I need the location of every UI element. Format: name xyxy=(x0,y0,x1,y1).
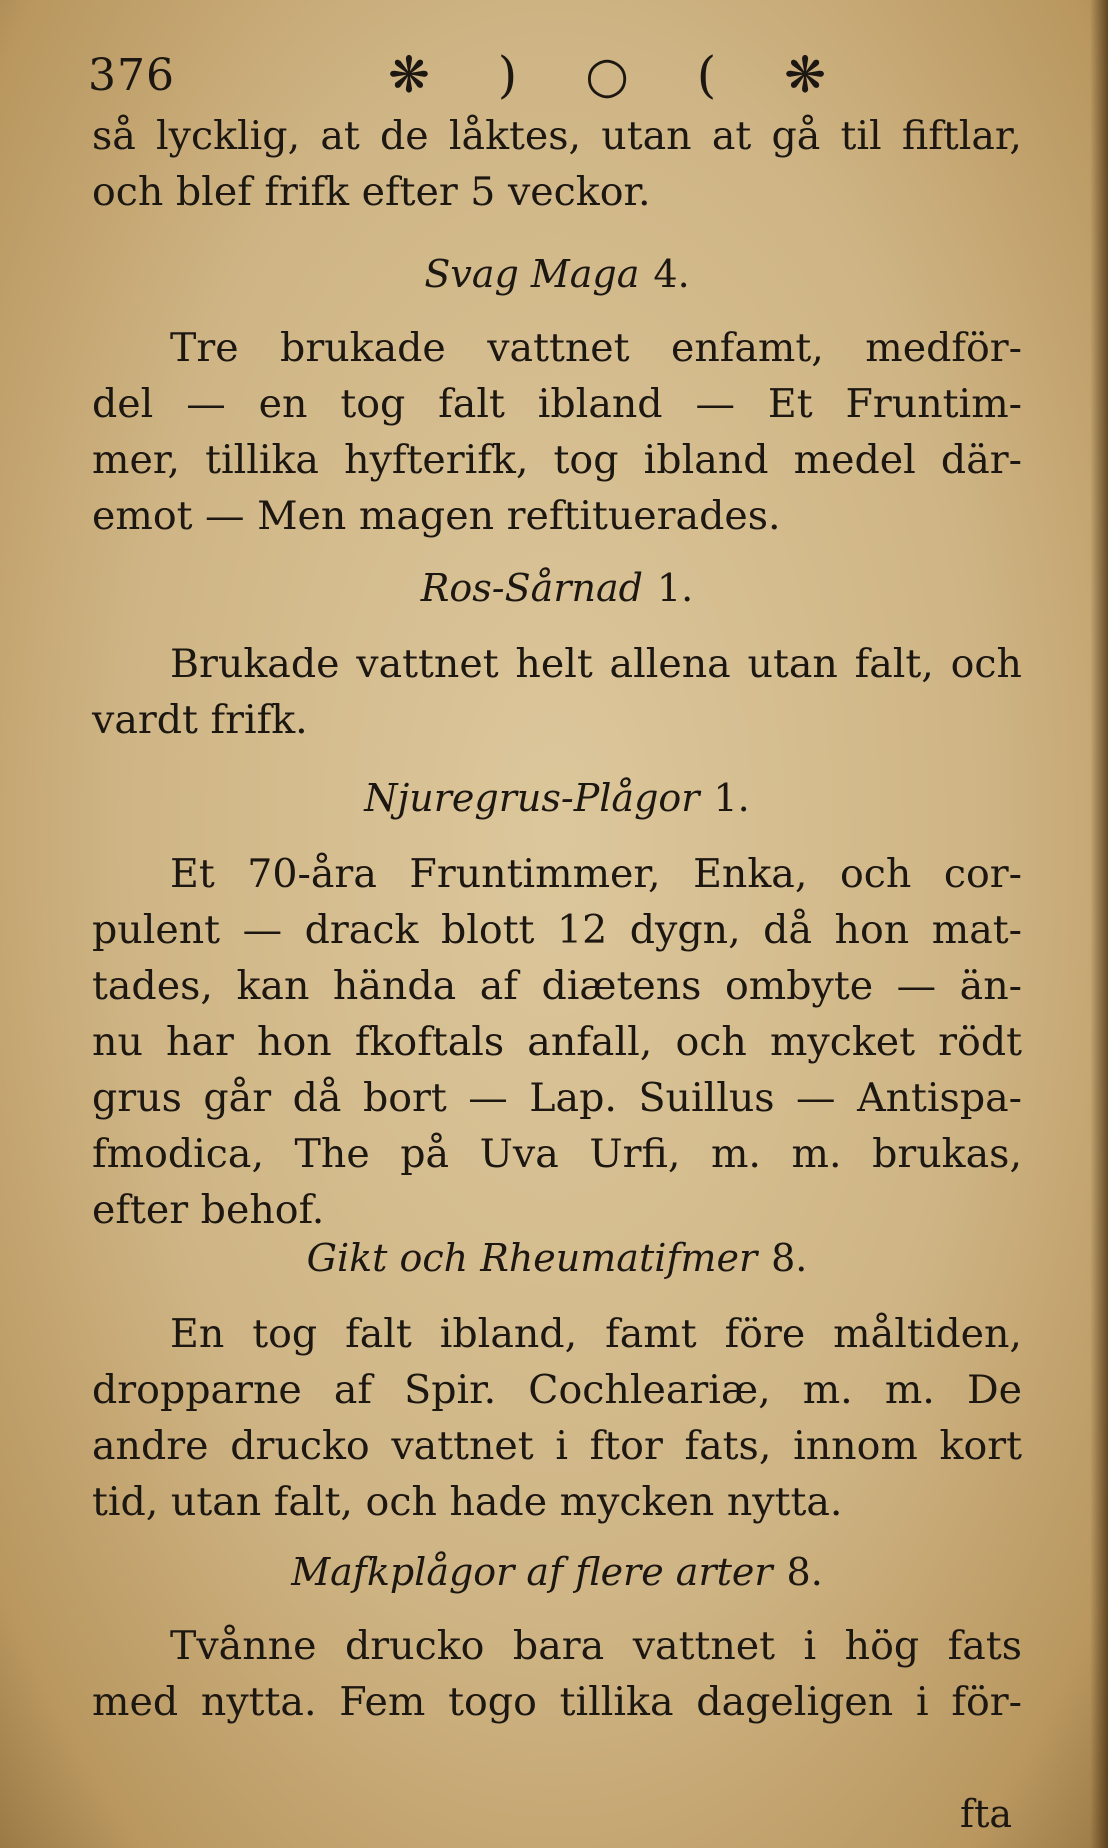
section-count: 1. xyxy=(713,776,750,820)
section-heading xyxy=(92,770,1022,826)
text-line: Brukade vattnet helt allena utan falt, och xyxy=(170,641,1022,687)
text-line: fmodica, The på Uva Urfi, m. m. brukas, xyxy=(92,1131,1022,1177)
section-title: Gikt och Rheumatifmer xyxy=(306,1236,758,1280)
intro-paragraph xyxy=(92,108,1022,220)
text-line: dropparne af Spir. Cochleariæ, m. m. De xyxy=(92,1367,1022,1413)
text-line: del — en tog falt ibland — Et Fruntim- xyxy=(92,381,1022,427)
text-line: pulent — drack blott 12 dygn, då hon mat- xyxy=(92,907,1022,953)
header-ornament: ❋ ) ○ ( ❋ xyxy=(388,46,853,104)
section-title: Njuregrus-Plågor xyxy=(364,776,700,820)
text-line: med nytta. Fem togo tillika dageligen i för- xyxy=(92,1679,1022,1725)
section-paragraph xyxy=(92,636,1022,748)
text-line: Et 70-åra Fruntimmer, Enka, och cor- xyxy=(170,851,1022,897)
section-paragraph xyxy=(92,320,1022,544)
text-line: En tog falt ibland, famt före måltiden, xyxy=(170,1311,1022,1357)
section-count: 8. xyxy=(786,1550,823,1594)
section-paragraph xyxy=(92,1306,1022,1530)
text-line: andre drucko vattnet i ftor fats, innom kort xyxy=(92,1423,1022,1469)
page-edge-shadow xyxy=(1090,0,1108,1848)
text-line: mer, tillika hyfterifk, tog ibland medel där- xyxy=(92,437,1022,483)
section-heading xyxy=(92,1230,1022,1286)
text-line: så lycklig, at de låktes, utan at gå til fiftlar, xyxy=(92,113,1022,159)
text-line: Tre brukade vattnet enfamt, medför- xyxy=(170,325,1022,371)
text-line: tades, kan hända af diætens ombyte — än- xyxy=(92,963,1022,1009)
section-paragraph xyxy=(92,846,1022,1238)
text-line: vardt frifk. xyxy=(92,697,308,743)
section-title: Svag Maga xyxy=(424,252,640,296)
page-number: 376 xyxy=(88,50,175,101)
section-heading xyxy=(92,560,1022,616)
section-count: 8. xyxy=(771,1236,808,1280)
text-line: emot — Men magen reftituerades. xyxy=(92,493,781,539)
text-line: och blef frifk efter 5 veckor. xyxy=(92,169,651,215)
text-line: nu har hon fkoftals anfall, och mycket rödt xyxy=(92,1019,1022,1065)
text-line: efter behof. xyxy=(92,1187,325,1233)
text-line: Tvånne drucko bara vattnet i hög fats xyxy=(170,1623,1022,1669)
section-title: Ros-Sårnad xyxy=(420,566,643,610)
section-count: 4. xyxy=(653,252,690,296)
section-heading xyxy=(92,246,1022,302)
section-paragraph xyxy=(92,1618,1022,1730)
catchword: fta xyxy=(960,1792,1012,1836)
section-count: 1. xyxy=(656,566,694,610)
section-heading xyxy=(92,1544,1022,1600)
text-line: tid, utan falt, och hade mycken nytta. xyxy=(92,1479,843,1525)
section-title: Mafkplågor af flere arter xyxy=(291,1550,773,1594)
text-line: grus går då bort — Lap. Suillus — Antispa- xyxy=(92,1075,1022,1121)
